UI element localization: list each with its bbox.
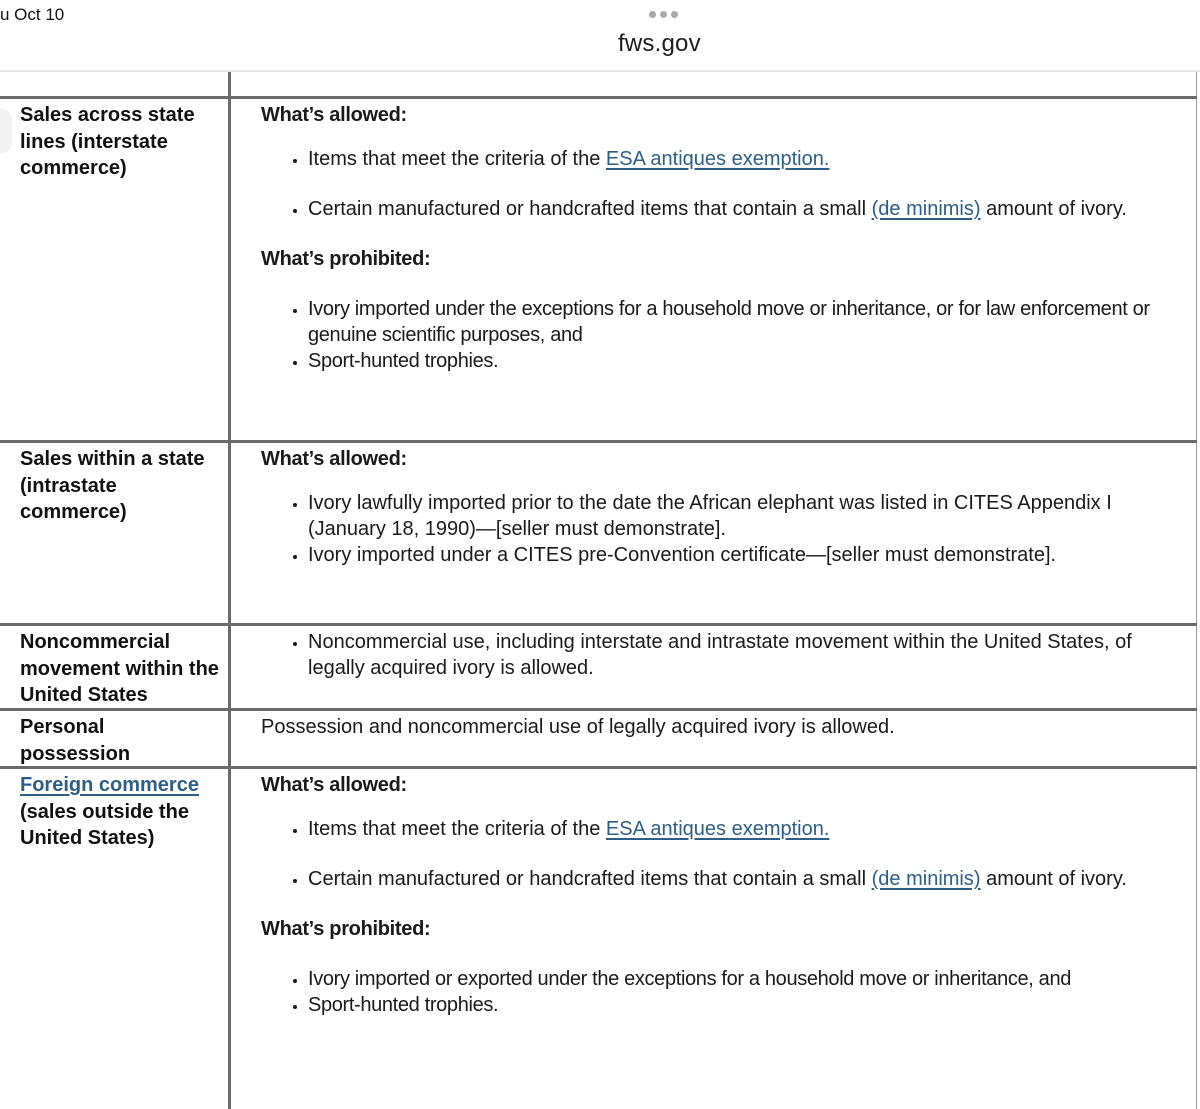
item-text-after: amount of ivory. bbox=[980, 198, 1127, 220]
allowed-list bbox=[261, 816, 1188, 842]
allowed-list bbox=[261, 490, 1188, 568]
table-row-personal-possession bbox=[0, 711, 1197, 769]
row-content: Possession and noncommercial use of legally acquired ivory is allowed. bbox=[231, 711, 1197, 766]
allowed-list-2 bbox=[261, 196, 1188, 222]
prohibited-list bbox=[261, 296, 1188, 374]
prohibited-heading: What’s prohibited: bbox=[261, 248, 431, 270]
more-dots-icon[interactable] bbox=[649, 11, 678, 18]
esa-antiques-exemption-link[interactable]: ESA antiques exemption. bbox=[605, 148, 830, 170]
table-row-intrastate bbox=[0, 443, 1197, 626]
ivory-rules-table bbox=[0, 72, 1197, 1109]
dot bbox=[649, 11, 656, 18]
status-time: u Oct 10 bbox=[0, 5, 65, 24]
table-row-top-partial bbox=[0, 72, 1197, 99]
prohibited-list bbox=[261, 966, 1188, 1018]
allowed-list bbox=[261, 146, 1188, 172]
item-text: Items that meet the criteria of the bbox=[308, 148, 606, 170]
table-cell-right bbox=[231, 72, 1197, 96]
list-item: • Sport-hunted trophies. bbox=[308, 348, 1188, 374]
item-text-after: amount of ivory. bbox=[980, 868, 1127, 890]
item-text: Items that meet the criteria of the bbox=[308, 818, 606, 840]
row-content bbox=[231, 99, 1197, 440]
list-item: • Ivory lawfully imported prior to the date the African elephant was listed in CITES Appendix I (January 18, 1990)—[seller must demonstrate]. bbox=[308, 490, 1188, 542]
list-item bbox=[308, 196, 1188, 222]
row-label: Personal possession bbox=[0, 711, 231, 766]
list-item bbox=[308, 866, 1188, 892]
list-item: • Ivory imported or exported under the exceptions for a household move or inheritance, and bbox=[308, 966, 1188, 992]
row-label: Sales within a state (intrastate commerce) bbox=[0, 443, 231, 623]
row-label bbox=[0, 769, 231, 1109]
item-text: Certain manufactured or handcrafted items that contain a small bbox=[308, 868, 872, 890]
list-item: • Noncommercial use, including interstate and intrastate movement within the United States, of legally acquired ivory is allowed. bbox=[308, 629, 1188, 681]
esa-antiques-exemption-link[interactable]: ESA antiques exemption. bbox=[605, 818, 830, 840]
allowed-heading: What’s allowed: bbox=[261, 774, 407, 796]
list-item bbox=[308, 146, 1188, 172]
side-tab-handle[interactable] bbox=[0, 109, 12, 153]
items-list bbox=[261, 629, 1188, 681]
row-label-rest: (sales outside the United States) bbox=[20, 800, 189, 849]
row-content bbox=[231, 443, 1197, 623]
address-bar-url[interactable]: fws.gov bbox=[618, 30, 701, 57]
table-row-noncommercial bbox=[0, 626, 1197, 711]
row-content bbox=[231, 769, 1197, 1109]
table-row-foreign-commerce bbox=[0, 769, 1197, 1109]
dot bbox=[660, 11, 667, 18]
allowed-heading: What’s allowed: bbox=[261, 104, 407, 126]
prohibited-heading: What’s prohibited: bbox=[261, 918, 431, 940]
allowed-list-2 bbox=[261, 866, 1188, 892]
dot bbox=[671, 11, 678, 18]
foreign-commerce-link[interactable]: Foreign commerce bbox=[20, 774, 199, 796]
row-content bbox=[231, 626, 1197, 708]
list-item: • Ivory imported under the exceptions for a household move or inheritance, or for law enforcement or genuine scientific purposes, and bbox=[308, 296, 1188, 348]
list-item: • Ivory imported under a CITES pre-Convention certificate—[seller must demonstrate]. bbox=[308, 542, 1188, 568]
de-minimis-link[interactable]: (de minimis) bbox=[871, 868, 981, 890]
row-label: Sales across state lines (interstate commerce) bbox=[0, 99, 231, 440]
list-item bbox=[308, 816, 1188, 842]
allowed-heading: What’s allowed: bbox=[261, 448, 407, 470]
table-row-interstate bbox=[0, 99, 1197, 443]
list-item: • Sport-hunted trophies. bbox=[308, 992, 1188, 1018]
status-bar bbox=[0, 0, 1200, 70]
row-label: Noncommercial movement within the United States bbox=[0, 626, 231, 708]
de-minimis-link[interactable]: (de minimis) bbox=[871, 198, 981, 220]
item-text: Certain manufactured or handcrafted items that contain a small bbox=[308, 198, 872, 220]
table-cell-left bbox=[0, 72, 231, 96]
